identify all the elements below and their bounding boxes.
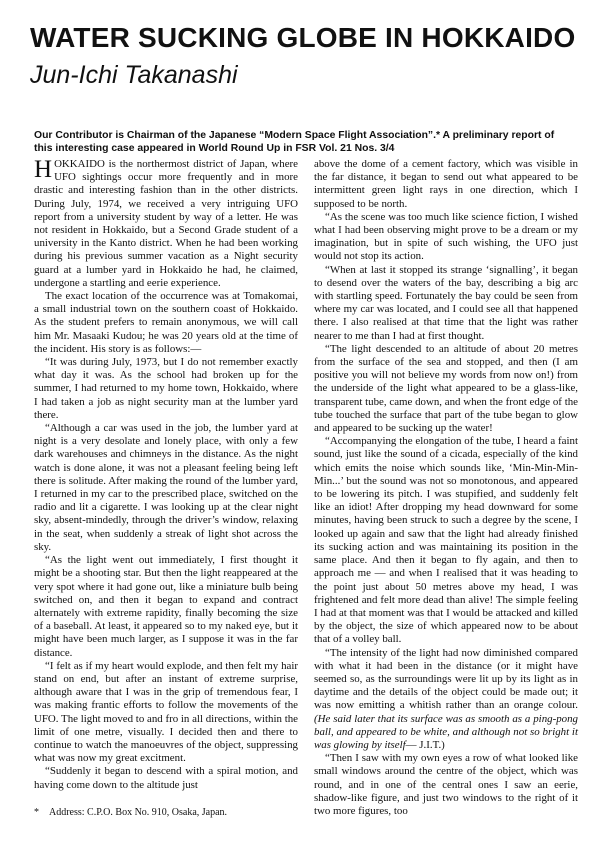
paragraph: “The light descended to an altitude of about 20 metres from the surface of the sea and stopped, and then (I am positive you will not believe my words from now on!) from the underside of the light what appeared to be a glass-like, transparent tube, came down, and when the front edge of the tube touched the surface that part of the tube began to glow and appeared to be sucking up the water!	[314, 342, 578, 435]
article-intro: Our Contributor is Chairman of the Japanese “Modern Space Flight Association”.* A preliminary report of this interesting case appeared in World Round Up in FSR Vol. 21 Nos. 3/4	[34, 130, 555, 154]
editor-note: (He said later that its surface was as smooth as a ping-pong ball, and appeared to be white, and although not so bright it was glowing by itself	[314, 712, 578, 751]
paragraph: “Although a car was used in the job, the lumber yard at night is a very desolate and lonely place, with only a few dark warehouses and chimneys in the distance. As the night watch is done alone, it was not a pleasant feeling being left there is solitude. After making the round of the lumber yard, I returned in my car to the prescribed place, switched on the radio and lit a cigarette. I was looking up at the clear night sky, absent-mindedly, through the driver’s window, relaxing in the seat, when suddenly a streak of light shot across the sky.	[34, 422, 298, 553]
paragraph-text: OKKAIDO is the northermost district of Japan, where UFO sightings occur more frequently and in more drastic and interesting fashion than in the other districts. During July, 1974, we received a very intriguing UFO report from a university student by way of a letter. He was not resident in Hokkaido, but a Second Grade student of a university in the Kanto district. When he had been working during his previous summer vacation as a Night security guard at a lumber yard in Hokkaido he had, he claimed, undergone a startling and eerie experience.	[34, 158, 298, 289]
paragraph: “When at last it stopped its strange ‘signalling’, it began to desend over the waters of the bay, describing a big arc with startling speed. Fortunately the bay could be seen from where my car was located, and I could see all that happened there. I also realised at that time that the light was rather nearer to me than I had at first thought.	[314, 263, 578, 342]
footnote-marker: *	[34, 807, 39, 818]
footnote	[34, 806, 334, 819]
article-title: WATER SUCKING GLOBE IN HOKKAIDO	[30, 22, 576, 53]
paragraph	[34, 158, 298, 290]
paragraph: The exact location of the occurrence was at Tomakomai, a small industrial town on the southern coast of Hokkaido. As the student prefers to remain anonymous, we will call him Mr. Masaaki Kudou; he was 20 years old at the time of the incident. His story is as follows:—	[34, 290, 298, 355]
editor-initials: — J.I.T.)	[405, 738, 445, 751]
footnote-text: Address: C.P.O. Box No. 910, Osaka, Japan.	[49, 807, 228, 818]
right-column	[314, 158, 578, 818]
paragraph	[314, 647, 578, 753]
paragraph: above the dome of a cement factory, which was visible in the far distance, it began to send out what appeared to be intermittent green light rays in one direction, which I supposed to be north.	[314, 158, 578, 210]
drop-cap: H	[34, 156, 53, 183]
left-column	[34, 158, 298, 792]
paragraph: “Suddenly it began to descend with a spiral motion, and having come down to the altitude just	[34, 765, 298, 791]
paragraph-text: “The intensity of the light had now diminished compared with what it had been in the distance (or it might have seemed so, as the surroundings were lit up by its light as in daytime and the details of the object could be made out; it was now emitting a whitish rather than an orange colour.	[314, 646, 578, 712]
paragraph: “I felt as if my heart would explode, and then felt my hair stand on end, but after an instant of extreme surprise, although aware that I was in the grip of tremendous fear, I was making frantic efforts to follow the movements of the UFO. The light moved to and fro in all directions, within the limit of one metre, visually. I decided then and there to continue to watch the manoeuvres of the object, suppressing what was now my great excitment.	[34, 659, 298, 765]
paragraph: “Accompanying the elongation of the tube, I heard a faint sound, just like the sound of a cicada, especially of the kind which emits the noise which sounds like, ‘Min-Min-Min-Min...’ but the sound was not so monotonous, and appeared to be lowering its pitch. I was stupified, and suddenly felt like an idiot! After dropping my head downward for some minutes, having been struck to such a degree by the scene, I looked up again and saw that the light had already finished its sucking action and was maintaining its position in the same place. And then it began to fly again, and then to approach me — and when I realised that it was heading to the point just about 50 metres above my head, I was frightened and felt more dead than alive! The simple feeling I had at that moment was that I would be attacked and killed by the object, the size of which appeared now to be about that of a volley ball.	[314, 435, 578, 646]
paragraph: “As the scene was too much like science fiction, I wished what I had been observing might prove to be a dream or my imagination, but in spite of such wishing, the UFO just would not stop its action.	[314, 210, 578, 263]
article-author: Jun-Ichi Takanashi	[30, 61, 238, 89]
paragraph: “It was during July, 1973, but I do not remember exactly what day it was. As the school had broken up for the summer, I had returned to my home town, Hokkaido, where I had taken a job as night security man at the lumber yard there.	[34, 356, 298, 421]
paragraph: “As the light went out immediately, I first thought it might be a shooting star. But then the light reappeared at the very spot where it had gone out, like a miniature bulb being switched on, and then it began to expand and contract alternately with extreme rapidity, finally becoming the size of a baseball. At least, it appeared so to my naked eye, but it might have been much larger, as I suppose it was in the far distance.	[34, 554, 298, 659]
paragraph: “Then I saw with my own eyes a row of what looked like small windows around the centre of the object, which was round, and in one of the central ones I saw an eerie, shadow-like figure, and just two windows to the right of it two more figures, too	[314, 752, 578, 817]
